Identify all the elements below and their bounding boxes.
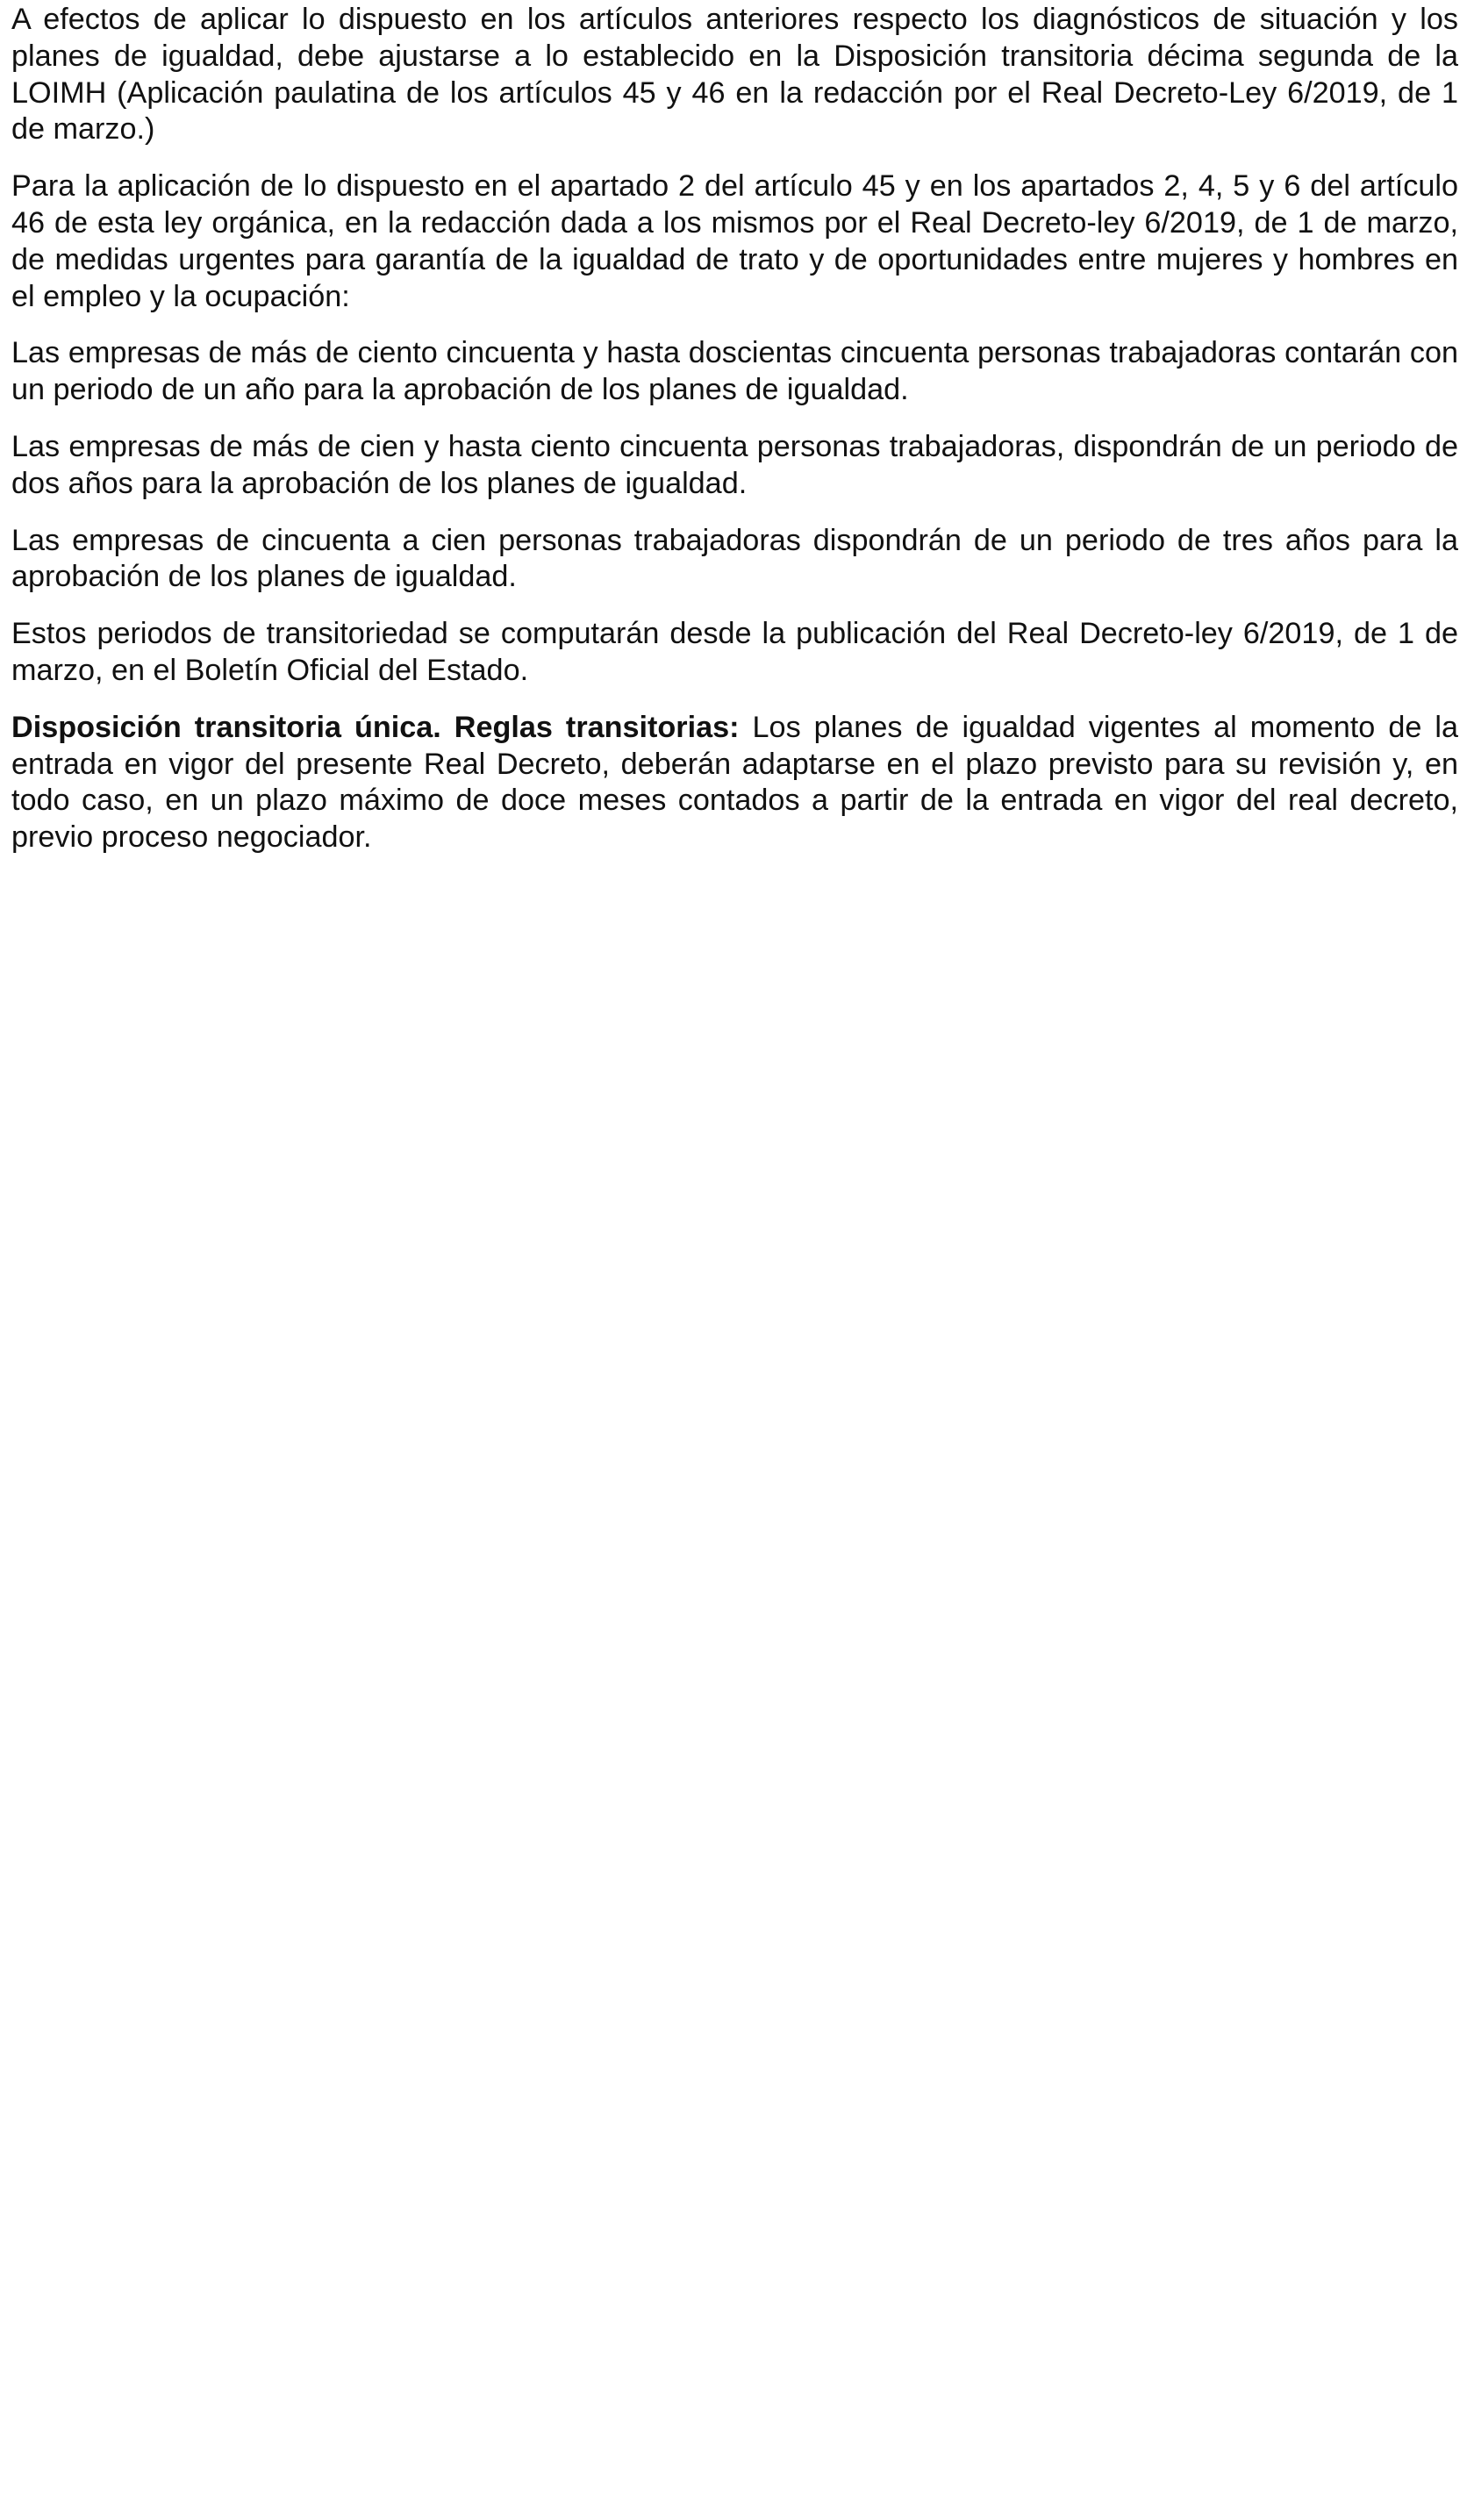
paragraph-empresas-150-250: Las empresas de más de ciento cincuenta y hasta doscientas cincuenta personas trabajadoras contarán con un periodo de un año para la aprobación de los planes de igualdad. <box>11 336 1458 407</box>
document-page <box>11 0 1458 877</box>
paragraph-aplicacion-articulos: Para la aplicación de lo dispuesto en el apartado 2 del artículo 45 y en los apartados 2, 4, 5 y 6 del artículo 46 de esta ley orgánica, en la redacción dada a los mismos por el Real Decreto-ley 6/2019, de 1 de marzo, de medidas urgentes para garantía de la igualdad de trato y de oportunidades entre mujeres y hombres en el empleo y la ocupación: <box>11 169 1458 313</box>
paragraph-empresas-50-100: Las empresas de cincuenta a cien personas trabajadoras dispondrán de un periodo de tres años para la aprobación de los planes de igualdad. <box>11 523 1458 594</box>
paragraph-periodos-transitoriedad: Estos periodos de transitoriedad se computarán desde la publicación del Real Decreto-ley 6/2019, de 1 de marzo, en el Boletín Oficial del Estado. <box>11 617 1458 687</box>
paragraph-diagnosticos: A efectos de aplicar lo dispuesto en los artículos anteriores respecto los diagnósticos de situación y los planes de igualdad, debe ajustarse a lo establecido en la Disposición transitoria décima segunda de la LOIMH (Aplicación paulatina de los artículos 45 y 46 en la redacción por el Real Decreto-Ley 6/2019, de 1 de marzo.) <box>11 3 1458 147</box>
disposicion-heading: Disposición transitoria única. Reglas transitorias: <box>11 710 740 744</box>
paragraph-disposicion-transitoria <box>11 710 1458 856</box>
paragraph-empresas-100-150: Las empresas de más de cien y hasta ciento cincuenta personas trabajadoras, dispondrán de un periodo de dos años para la aprobación de los planes de igualdad. <box>11 429 1458 500</box>
disposicion-text: Los planes de igualdad vigentes al momento de la entrada en vigor del presente Real Decreto, deberán adaptarse en el plazo previsto para su revisión y, en todo caso, en un plazo máximo de doce meses contados a partir de la entrada en vigor del real decreto, previo proceso negociador. <box>11 710 1458 855</box>
